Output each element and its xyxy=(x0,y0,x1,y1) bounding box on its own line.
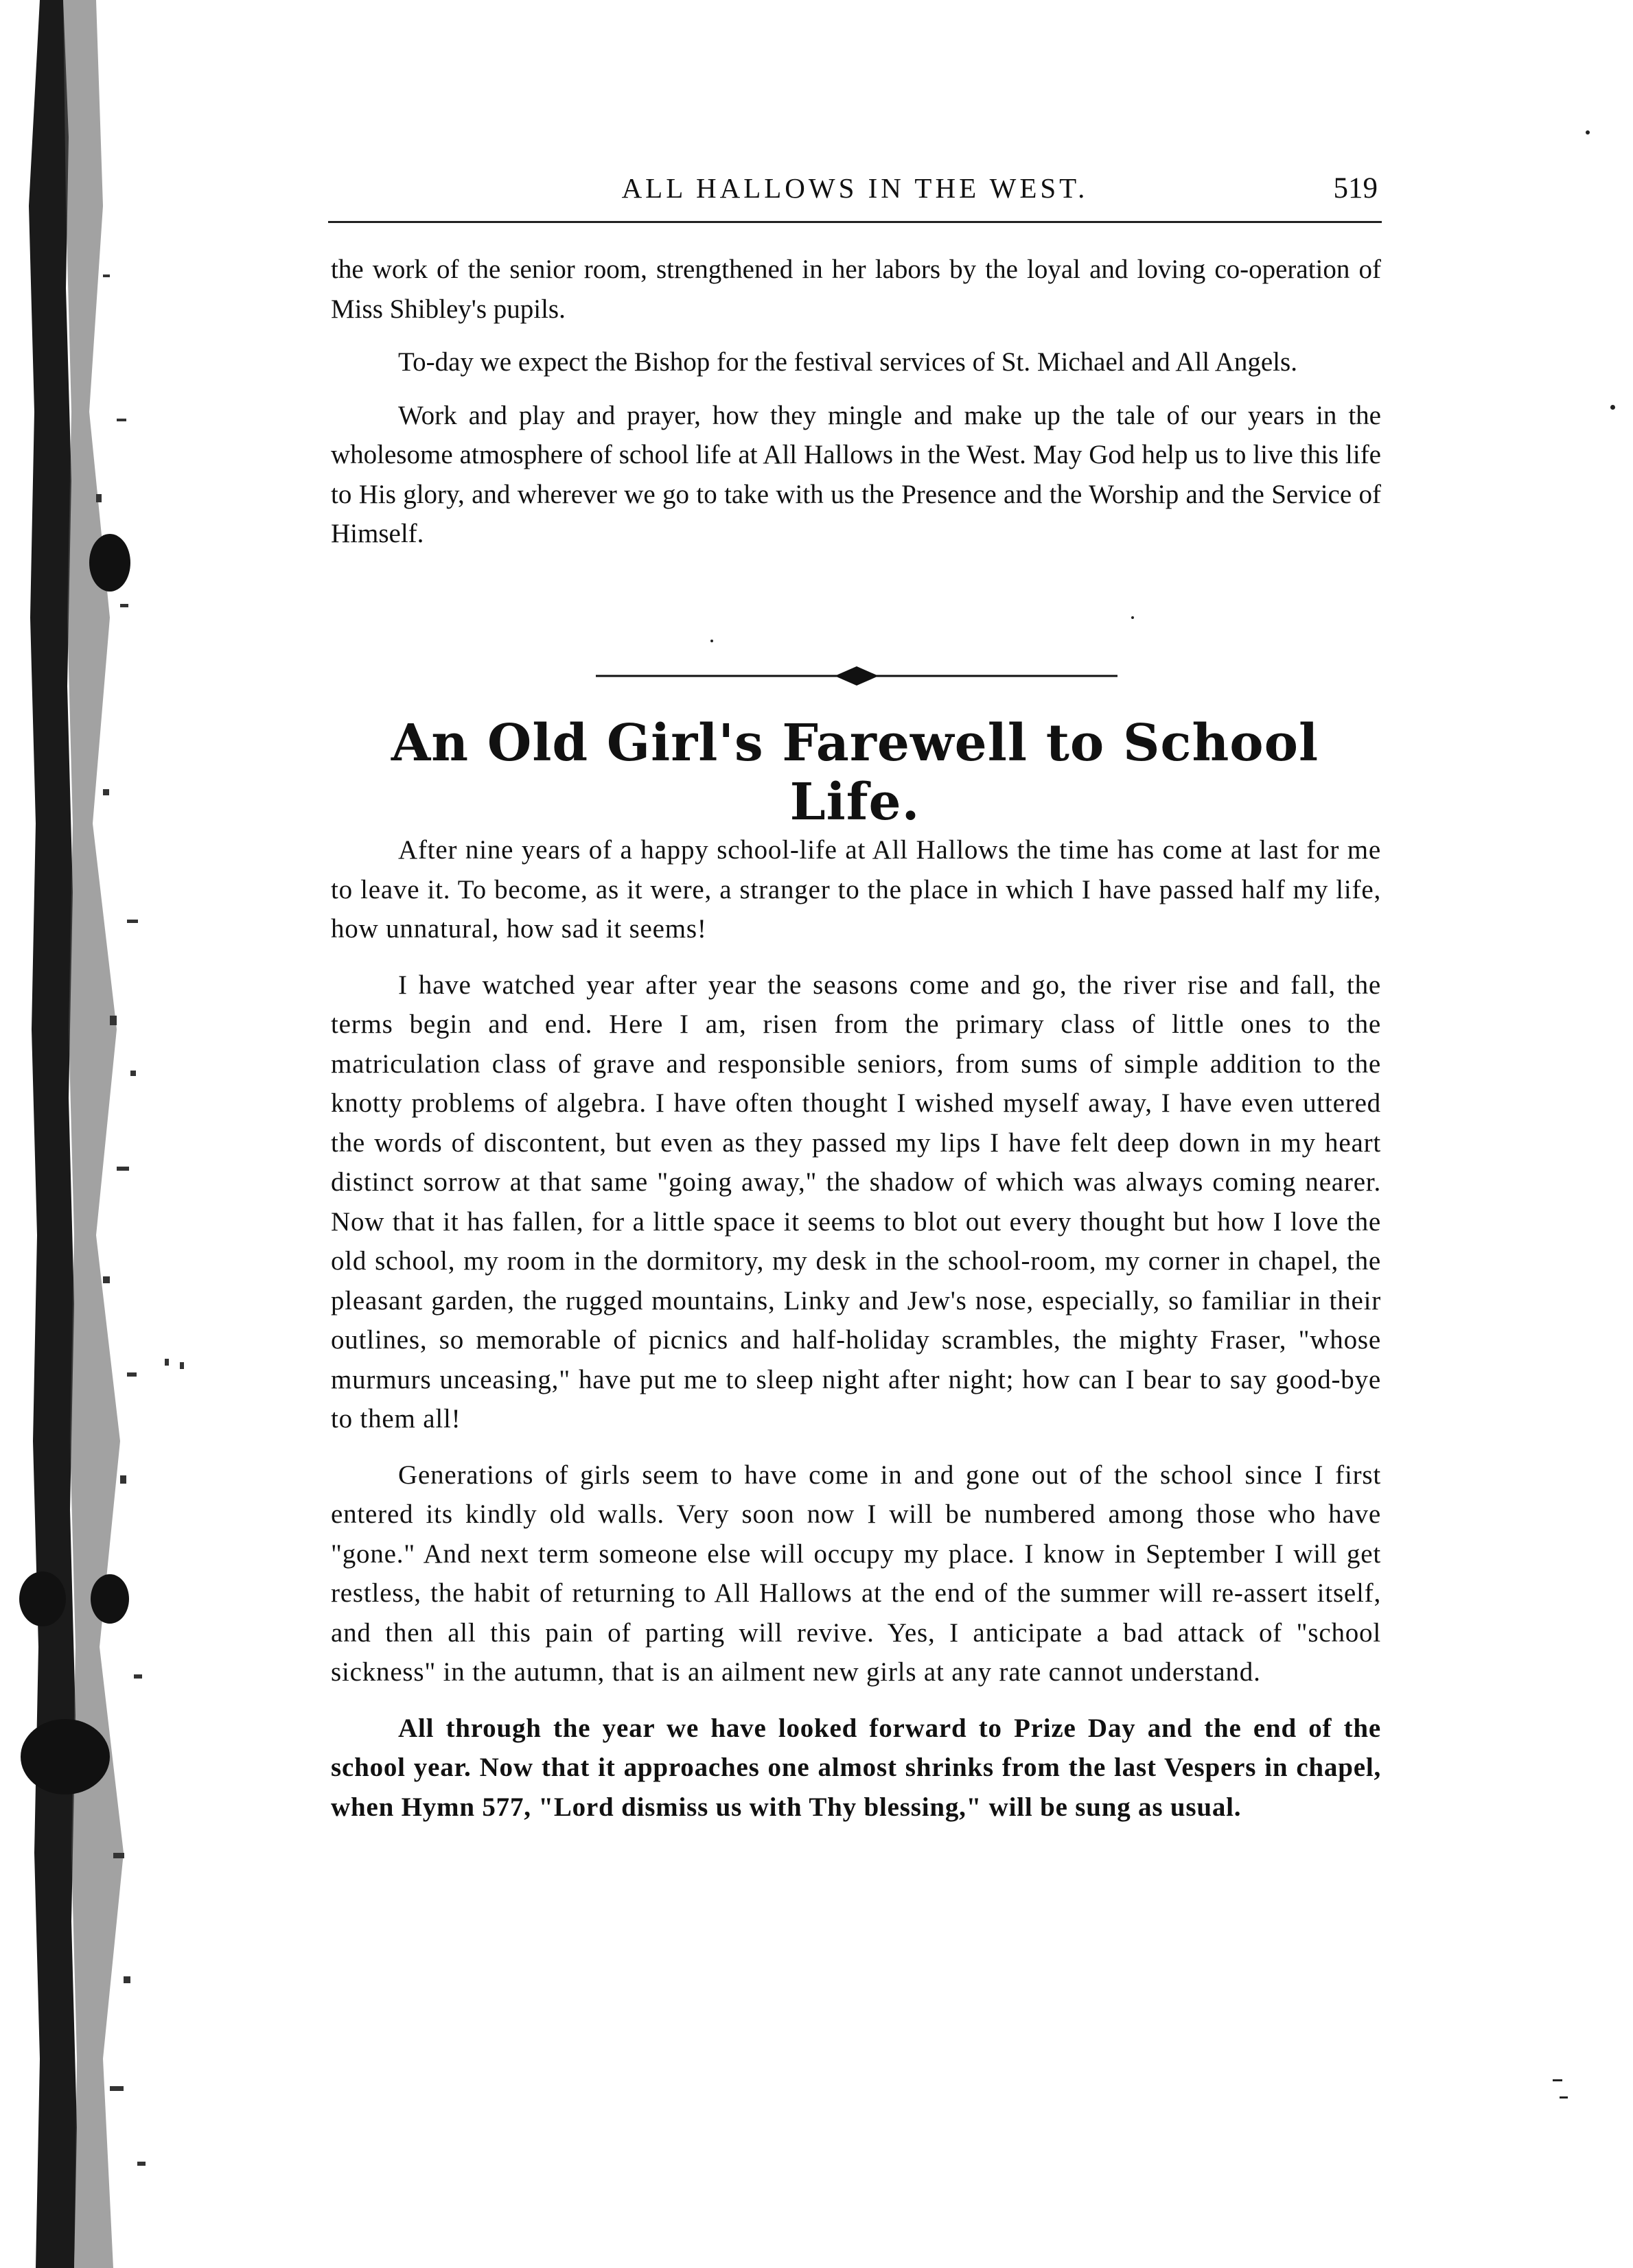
paragraph: All through the year we have looked forward to Prize Day and the end of the school year. Now that it approaches one almost shrinks from the last Vespers in chapel, when Hymn 577, "Lord dismiss us with Thy blessing," will be sung as usual. xyxy=(331,1713,1381,1822)
paragraph: the work of the senior room, strengthened in her labors by the loyal and loving co-operation of Miss Shibley's pupils. xyxy=(331,255,1381,324)
header-rule xyxy=(328,221,1382,223)
previous-article-text xyxy=(331,250,1381,568)
paragraph: After nine years of a happy school-life at All Hallows the time has come at last for me to leave it. To become, as it were, a stranger to the place in which I have passed half my life, how unnatural, how sad it seems! xyxy=(331,835,1381,944)
scan-speck xyxy=(1553,2079,1562,2081)
article-title: An Old Girl's Farewell to School Life. xyxy=(391,714,1319,832)
paragraph: To-day we expect the Bishop for the festival services of St. Michael and All Angels. xyxy=(398,347,1297,377)
scan-speck xyxy=(1610,405,1615,410)
paragraph: Generations of girls seem to have come in and gone out of the school since I first entered its kindly old walls. Very soon now I will be numbered among those who have "gone." And next term someone else will occupy my place. I know in September I will get restless, the habit of returning to All Hallows at the end of the summer will re-assert itself, and then all this pain of parting will revive. Yes, I anticipate a bad attack of "school sickness" in the autumn, that is an ailment new girls at any rate cannot understand. xyxy=(331,1460,1381,1687)
running-header xyxy=(328,172,1382,220)
scan-speck xyxy=(1131,616,1134,619)
ornamental-divider xyxy=(596,662,1117,690)
running-title: ALL HALLOWS IN THE WEST. xyxy=(621,172,1089,204)
scan-speck xyxy=(1586,130,1590,135)
diamond-ornament-icon xyxy=(835,666,879,686)
page-number: 519 xyxy=(1333,172,1378,204)
paragraph: I have watched year after year the seasons come and go, the river rise and fall, the terms begin and end. Here I am, risen from the primary class of little ones to the matriculation class of grave and responsible seniors, from sums of simple addition to the knotty problems of algebra. I have often thought I wished myself away, I have even uttered the words of discontent, but even as they passed my lips I have felt deep down in my heart distinct sorrow at that same "going away," the shadow of which was always coming nearer. Now that it has fallen, for a little space it seems to blot out every thought but how I love the old school, my room in the dormitory, my desk in the school-room, my corner in chapel, the pleasant garden, the rugged mountains, Linky and Jew's nose, especially, so familiar in their outlines, so memorable of picnics and half-holiday scrambles, the mighty Fraser, "whose murmurs unceasing," have put me to sleep night after night; how can I bear to say good-bye to them all! xyxy=(331,970,1381,1434)
article-body xyxy=(331,830,1381,1843)
scan-speck xyxy=(710,640,713,642)
scan-speck xyxy=(1560,2096,1568,2099)
binding-edge-shadow xyxy=(0,0,227,2268)
paragraph: Work and play and prayer, how they mingle and make up the tale of our years in the wholesome atmosphere of school life at All Hallows in the West. May God help us to live this life to His glory, and wherever we go to take with us the Presence and the Worship and the Service of Himself. xyxy=(331,400,1381,548)
